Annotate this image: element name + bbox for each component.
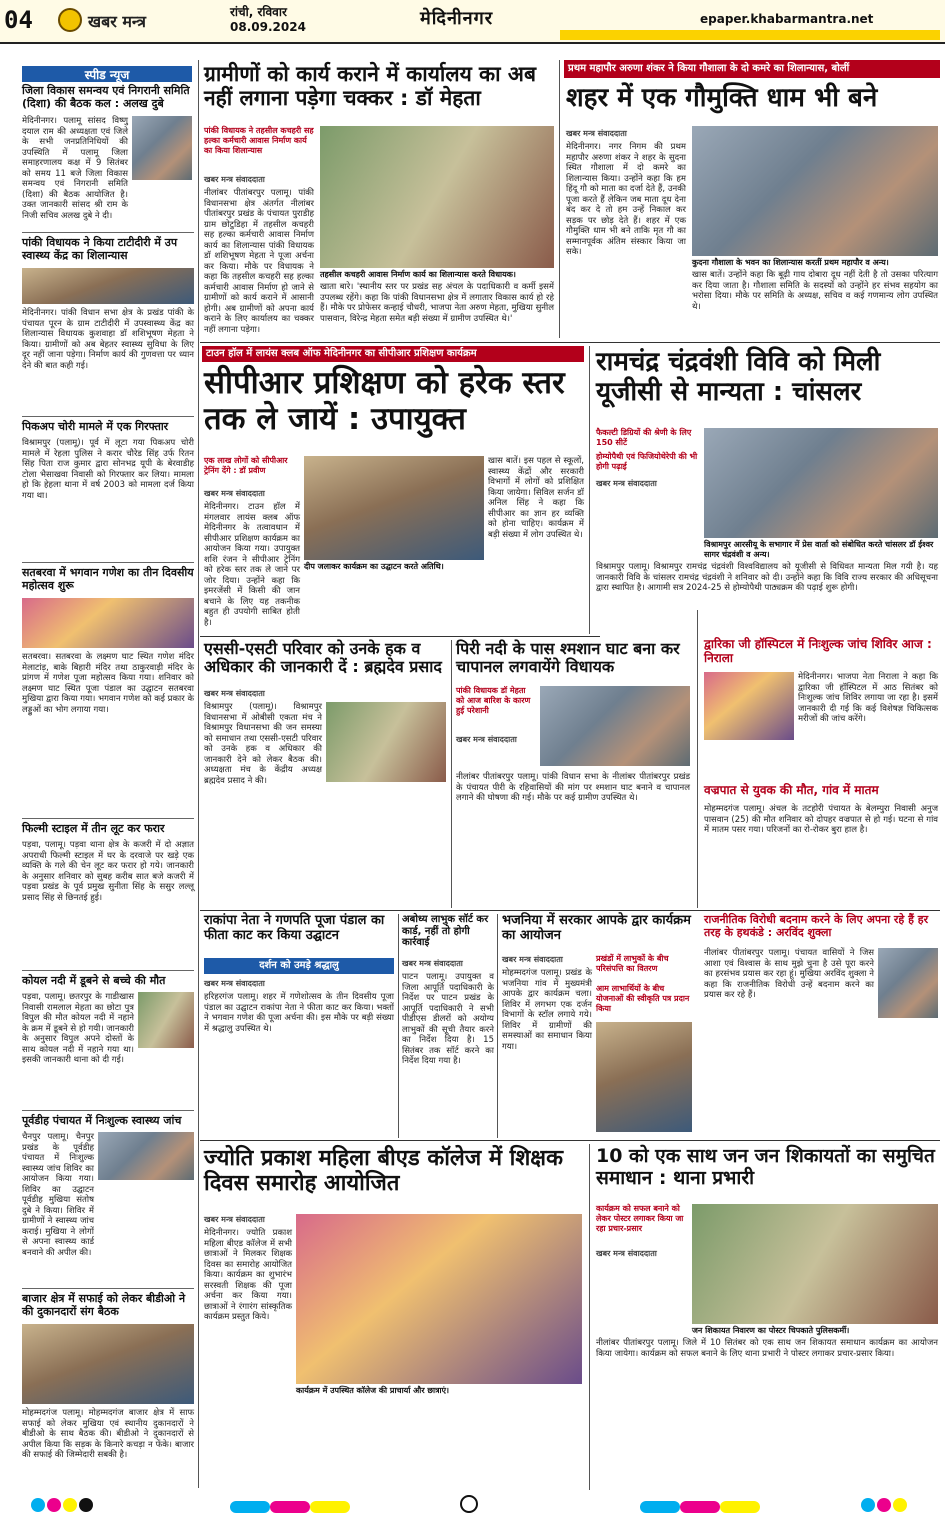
news-photo bbox=[596, 1022, 692, 1132]
sidebar-item-head[interactable]: पूर्वडीह पंचायत में निःशुल्क स्वास्थ्य जांच bbox=[22, 1114, 182, 1127]
byline: खबर मन्त्र संवाददाता bbox=[456, 735, 517, 744]
story-bed-college bbox=[200, 1142, 586, 1490]
story-body: मोहम्मदगंज पलामू। प्रखंड के भजनिया गांव में मुख्यमंत्री आपके द्वार कार्यक्रम चला। शिविर में लगभग एक दर्जन विभागों के स्टॉल लगाये गये। शिविर में ग्रामीणों की समस्याओं का समाधान किया गया। bbox=[502, 968, 592, 1052]
divider bbox=[22, 416, 194, 417]
story-headline[interactable]: रामचंद्र चंद्रवंशी विवि को मिली यूजीसी से मान्यता : चांसलर bbox=[596, 347, 881, 407]
divider bbox=[22, 970, 194, 971]
story-kicker: टाउन हॉल में लायंस क्लब ऑफ मेदिनीनगर का सीपीआर प्रशिक्षण कार्यक्रम bbox=[202, 346, 584, 362]
news-photo bbox=[540, 686, 690, 766]
story-body: मेदिनीनगर। ज्योति प्रकाश महिला बीएड कॉलेज में सभी छात्राओं ने मिलकर शिक्षक दिवस का समारोह आयोजित किया। कार्यक्रम का शुभारंभ सरस्वती शिक्षक की पूजा अर्चना कर किया गया। छात्राओं ने रंगारंग सांस्कृतिक कार्यक्रम प्रस्तुत किये। bbox=[204, 1228, 292, 1322]
sidebar-item-body: मेदिनीनगर। पांकी विधान सभा क्षेत्र के प्रखंड पांकी के पंचायत पूरन के ग्राम टाटीदीरी में उपस्वास्थ्य केंद्र का शिलान्यास विधायक कुशवाहा डॉ शशिभूषण मेहता ने किया। ग्रामीणों को अब बेहतर स्वास्थ्य सुविधा के लिए दूर नहीं जाना पड़ेगा। निर्माण कार्य की गुणवत्ता पर ध्यान देने की बात कही गई। bbox=[22, 308, 194, 371]
story-body: नीलांबर पीतांबरपुर पलामू। पांकी विधान सभा के नीलांबर पीतांबरपुर प्रखंड के पंचायत पीरी के रहिवासियों की मांग पर श्मशान घाट बनाने व चापानल लगाने की घोषणा की गई। मौके पर कई ग्रामीण उपस्थित थे। bbox=[456, 772, 690, 803]
story-headline[interactable]: द्वारिका जी हॉस्पिटल में निःशुल्क जांच शिविर आज : निराला bbox=[704, 637, 932, 665]
story-bullet: पांकी विधायक डॉ मेहता को आज बारिश के कारण हुई परेशानी bbox=[456, 686, 531, 715]
byline: खबर मन्त्र संवाददाता bbox=[204, 175, 265, 184]
sidebar-item-head[interactable]: जिला विकास समन्वय एवं निगरानी समिति (दिशा) की बैठक कल : अलख दुबे bbox=[22, 84, 190, 110]
story-headline[interactable]: राकांपा नेता ने गणपति पूजा पंडाल का फीता काट कर किया उद्घाटन bbox=[204, 913, 385, 943]
story-body-continued: खास बातें। इस पहल से स्कूलों, स्वास्थ्य केंद्रों और सरकारी विभागों में लोगों को प्रशिक्षित किया जायेगा। सिविल सर्जन डॉ अनिल सिंह ने कहा कि सीपीआर का ज्ञान हर व्यक्ति को होना चाहिए। कार्यक्रम में बड़ी संख्या में लोग उपस्थित थे। bbox=[488, 456, 584, 540]
story-body: नीलांबर पीतांबरपुर पलामू। जिले में 10 सितंबर को एक साथ जन शिकायत समाधान कार्यक्रम का आयोजन किया जायेगा। कार्यक्रम को सफल बनाने के लिए थाना प्रभारी ने पोस्टर लगाकर प्रचार-प्रसार किया। bbox=[596, 1338, 938, 1359]
sidebar-item-body: विश्रामपुर (पलामू)। पूर्व में लूटा गया पिकअप चोरी मामले में रेहला पुलिस ने करार चौरेड सिंह उर्फ रितन सिंह पिता राज कुमार द्वारा सोनभद्र यूपी के बेरवाडीह टोला भैसाखवा निवासी को गिरफ्तार कर लिया। मामला हो कि हेहला थाना में वर्ष 2003 को मामला दर्ज किया गया था। bbox=[22, 438, 194, 501]
speed-news-label: स्पीड न्यूज bbox=[22, 66, 192, 82]
story-body: मेदिनीनगर। भाजपा नेता निराला ने कहा कि द्वारिका जी हॉस्पिटल में आठ सितंबर को निःशुल्क जांच शिविर लगाया जा रहा है। इसमें जानकारी दी गई कि कई विशेषज्ञ चिकित्सक मरीजों की जांच करेंगे। bbox=[798, 672, 938, 724]
page-number: 04 bbox=[4, 6, 33, 34]
news-photo bbox=[704, 428, 938, 538]
column-rule bbox=[497, 914, 498, 1138]
registration-bars bbox=[230, 1498, 350, 1517]
column-rule bbox=[198, 60, 199, 1488]
speed-news-column bbox=[0, 58, 196, 1488]
story-bullet: फैकल्टी डिग्रियों की श्रेणी के लिए 150 सीटें bbox=[596, 428, 692, 447]
byline: खबर मन्त्र संवाददाता bbox=[596, 1249, 657, 1258]
story-tag: दर्शन को उमड़े श्रद्धालु bbox=[204, 958, 394, 974]
story-headline[interactable]: वज्रपात से युवक की मौत, गांव में मातम bbox=[704, 783, 879, 797]
sidebar-item-body: चैनपुर पलामू। चैनपुर प्रखंड के पूर्वडीह पंचायत में निःशुल्क स्वास्थ्य जांच शिविर का आयोजन किया गया। शिविर का उद्घाटन पूर्वडीह मुखिया संतोष दुबे ने किया। शिविर में ग्रामीणों ने स्वास्थ्य जांच कराई। मुखिया ने लोगों से अपना स्वास्थ्य कार्ड बनवाने की अपील की। bbox=[22, 1132, 94, 1258]
story-sarkar-aapke-dwar bbox=[500, 912, 694, 1138]
brand-name: खबर मन्त्र bbox=[88, 12, 146, 31]
story-kicker: प्रथम महापौर अरुणा शंकर ने किया गौशाला के दो कमरे का शिलान्यास, बोलीं bbox=[564, 60, 940, 78]
sidebar-item-body: पड़वा, पलामू। पड़वा थाना क्षेत्र के कजरी में दो अज्ञात अपराधी फिल्मी स्टाइल में घर के दरवाजे पर खड़े एक व्यक्ति के गले की चेन लूट कर फरार हो गये। जानकारी के अनुसार शनिवार को सुबह करीब सात बजे कजरी में पड़वा प्रखंड के पूर्व प्रमुख सुनीता सिंह के ससुर लल्लू प्रसाद सिंह से छिनतई हुई। bbox=[22, 840, 194, 903]
column-rule bbox=[398, 914, 399, 1138]
photo-caption: जन शिकायत निवारण का पोस्टर चिपकाते पुलिसकर्मी। bbox=[692, 1326, 938, 1336]
divider bbox=[22, 562, 194, 563]
news-photo bbox=[692, 126, 938, 256]
story-sc-st-rights bbox=[200, 638, 450, 908]
story-headline[interactable]: ग्रामीणों को कार्य कराने में कार्यालय का अब नहीं लगाना पड़ेगा चक्कर : डॉ मेहता bbox=[204, 62, 536, 111]
news-photo bbox=[98, 1132, 194, 1180]
story-headline[interactable]: ज्योति प्रकाश महिला बीएड कॉलेज में शिक्षक दिवस समारोह आयोजित bbox=[204, 1146, 563, 1197]
story-body: मेदिनीनगर। टाउन हॉल में मंगलवार लायंस क्लब ऑफ मेदिनीनगर के तत्वावधान में सीपीआर प्रशिक्षण कार्यक्रम का आयोजन किया गया। उपायुक्त शशि रंजन ने सीपीआर ट्रेनिंग को हरेक स्तर तक ले जाने पर जोर दिया। उन्होंने कहा कि इमरजेंसी में किसी की जान बचाने के लिए यह तकनीक बहुत ही उपयोगी साबित होती है। bbox=[204, 502, 300, 628]
story-body-continued: खाता बारे। 'स्थानीय स्तर पर प्रखंड सह अंचल के पदाधिकारी व कर्मी इसमें उपलब्ध रहेंगे। कहा कि पांकी विधानसभा क्षेत्र में लगातार विकास कार्य हो रहे हैं। मौके पर प्रोफेसर कन्हाई चौधरी, भाजपा नेता अरुण मेहता, मुखिया सुनील पासवान, विरेन्द्र मेहता समेत बड़ी संख्या में ग्रामीण उपस्थित थे।' bbox=[320, 282, 554, 324]
column-rule bbox=[589, 1144, 590, 1490]
sidebar-item-body: मोहम्मदगंज पलामू। मोहम्मदगंज बाजार क्षेत्र में साफ सफाई को लेकर मुखिया एवं स्थानीय दुकानदारों ने बीडीओ के साथ बैठक की। बीडीओ ने दुकानदारों से अपील किया कि सड़क के किनारे कचड़ा न फेंके। बाजार की सफाई की जिम्मेदारी सबकी है। bbox=[22, 1408, 194, 1460]
sidebar-item-body: मेदिनीनगर। पलामू सांसद विष्णु दयाल राम की अध्यक्षता एवं जिले के सभी जनप्रतिनिधियों की उपस्थिति में पलामू जिला समाहरणालय कक्ष में 9 सितंबर को समय 11 बजे जिला विकास समन्वय एवं निगरानी समिति (दिशा) की बैठक आयोजित है। उक्त जानकारी सांसद श्री राम के निजी सचिव अलख दुबे ने दी। bbox=[22, 116, 128, 221]
story-cpr-training bbox=[200, 344, 586, 634]
story-headline[interactable]: 10 को एक साथ जन जन शिकायतों का समुचित समाधान : थाना प्रभारी bbox=[596, 1145, 935, 1189]
masthead bbox=[0, 0, 945, 44]
photo-caption: विश्रामपुर आरसीयू के सभागार में प्रेस वार्ता को संबोधित करते चांसलर डॉ ईश्वर सागर चंद्रवंशी व अन्य। bbox=[704, 540, 938, 560]
edition-date-block bbox=[230, 5, 306, 35]
divider bbox=[200, 910, 940, 911]
news-photo bbox=[296, 1214, 582, 1384]
story-body: नीलांबर पीतांबरपुर पलामू। पंचायत वासियों ने जिस आशा एवं विश्वास के साथ मुझे चुना है उसे पूरा करने का हरसंभव प्रयास कर रहा हूं। मुखिया अरविंद शुक्ला ने कहा कि राजनीतिक विरोधी उन्हें बदनाम करने का प्रयास कर रहे हैं। bbox=[704, 948, 874, 1000]
story-body: विश्रामपुर पलामू। विश्रामपुर रामचंद्र चंद्रवंशी विश्वविद्यालय को यूजीसी से विधिवत मान्यता मिल गयी है। यह जानकारी विवि के चांसलर रामचंद्र चंद्रवंशी ने शनिवार को दी। उन्होंने कहा कि विवि राज्य सरकार की अधिसूचना द्वारा स्थापित है। आगामी सत्र 2024-25 से होम्योपैथी पाठ्यक्रम की पढ़ाई शुरू होगी। bbox=[596, 562, 938, 593]
registration-dots-left bbox=[30, 1497, 94, 1516]
story-headline[interactable]: सीपीआर प्रशिक्षण को हरेक स्तर तक ले जायें : उपायुक्त bbox=[204, 365, 565, 437]
story-body: मोहम्मदगंज पलामू। अंचल के तटहोरी पंचायत के बेलम्पुरा निवासी अनुज पासवान (25) की मौत शनिवार को दोपहर वज्रपात से हो गई। घटना से गांव में मातम पसर गया। परिजनों का रो-रोकर बुरा हाल है। bbox=[704, 804, 938, 835]
news-photo bbox=[320, 126, 554, 268]
story-body: नीलांबर पीतांबरपुर पलामू। पांकी विधानसभा क्षेत्र अंतर्गत नीलांबर पीतांबरपुर प्रखंड के पंचायत पुराडीह ग्राम छोटुडिहा में तहसील कचहरी सह हल्का कर्मचारी आवास निर्माण कार्य का शिलान्यास पांकी विधायक डॉ शशिभूषण मेहता ने पूजा अर्चना कर किया। मौके पर विधायक ने कहा कि तहसील कचहरी सह हल्का कर्मचारी आवास निर्माण हो जाने से ग्रामीणों को कार्य कराने में आसानी होगी। अब ग्रामीणों को अपना कार्य कराने के लिए कार्यालय का चक्कर नहीं लगाना पड़ेगा। bbox=[204, 188, 314, 335]
photo-caption: दीप जलाकर कार्यक्रम का उद्घाटन करते अतिथि। bbox=[304, 562, 484, 572]
divider bbox=[22, 818, 194, 819]
byline: खबर मन्त्र संवाददाता bbox=[204, 489, 265, 498]
header-stripe bbox=[560, 30, 940, 40]
byline: खबर मन्त्र संवाददाता bbox=[596, 479, 657, 488]
photo-caption: कार्यक्रम में उपस्थित कॉलेज की प्राचार्या और छात्राएं। bbox=[296, 1386, 582, 1396]
sidebar-item-head[interactable]: पिकअप चोरी मामले में एक गिरफ्तार bbox=[22, 420, 169, 433]
news-photo bbox=[22, 268, 194, 304]
story-body: हरिहरगंज पलामू। शहर में गणेशोत्सव के तीन दिवसीय पूजा पंडाल का उद्घाटन राकांपा नेता ने फीता काट कर किया। भक्तों ने भगवान गणेश की पूजा अर्चना की। इस मौके पर बड़ी संख्या में श्रद्धालु उपस्थित थे। bbox=[204, 992, 394, 1034]
story-dwarika-hospital bbox=[700, 636, 942, 780]
story-body: मेदिनीनगर। नगर निगम की प्रथम महापौर अरुणा शंकर ने शहर के सुदना स्थित गौशाला में दो कमरे का शिलान्यास किया। उन्होंने कहा कि हम हिंदू गौ को माता का दर्जा देते हैं, उनकी पूजा करते हैं लेकिन जब माता दूध देना बंद कर दे तो हम उन्हें निकाल कर सड़क पर छोड़ देते हैं। शहर में एक गौमुक्ति धाम भी बने ताकि मृत गौ का सम्मानपूर्वक अंतिम संस्कार किया जा सके। bbox=[566, 142, 686, 257]
column-rule bbox=[559, 60, 560, 338]
byline: खबर मन्त्र संवाददाता bbox=[566, 129, 627, 138]
story-shamshan-ghat bbox=[454, 638, 694, 908]
story-body: पाटन पलामू। उपायुक्त व जिला आपूर्ति पदाधिकारी के निर्देश पर पाटन प्रखंड के आपूर्ति पदाधिकारी ने सभी पीडीएस डीलरों को अयोग्य लाभुकों की सूची तैयार करने का निर्देश दिया है। 15 सितंबर तक सॉर्ट करने का निर्देश दिया गया है। bbox=[402, 972, 494, 1066]
story-bullet: पांकी विधायक ने तहसील कचहरी सह हल्का कर्मचारी आवास निर्माण कार्य का किया शिलान्यास bbox=[204, 126, 314, 155]
byline: खबर मन्त्र संवाददाता bbox=[402, 959, 463, 968]
news-photo bbox=[692, 1204, 938, 1324]
story-bullet: प्रखंडों में लाभुकों के बीच परिसंपत्ति का वितरण bbox=[596, 954, 669, 973]
edition-city-day: रांची, रविवार bbox=[230, 5, 287, 19]
story-headline[interactable]: शहर में एक गौमुक्ति धाम भी बने bbox=[566, 83, 878, 113]
sidebar-item-head[interactable]: पांकी विधायक ने किया टाटीदीरी में उप स्वास्थ्य केंद्र का शिलान्यास bbox=[22, 236, 178, 262]
sidebar-item-head[interactable]: सतबरवा में भगवान गणेश का तीन दिवसीय महोत्सव शुरू bbox=[22, 566, 194, 592]
news-photo bbox=[704, 672, 794, 740]
photo-caption: कुदना गौशाला के भवन का शिलान्यास करतीं प्रथम महापौर व अन्य। bbox=[692, 258, 938, 268]
byline: खबर मन्त्र संवाददाता bbox=[502, 955, 563, 964]
divider bbox=[22, 1288, 194, 1289]
story-ration-card bbox=[400, 912, 496, 1138]
news-photo bbox=[132, 116, 192, 180]
column-rule bbox=[697, 610, 698, 908]
story-body: विश्रामपुर (पलामू)। विश्रामपुर विधानसभा में ओबीसी एकता मंच ने विश्रामपुर विधानसभा की जन समस्या को समाधान तथा एससी-एसटी परिवार को उनके हक व अधिकार की जानकारी देने को लेकर बैठक की। अध्यक्षता मंच के केंद्रीय अध्यक्ष ब्रह्मदेव प्रसाद ने की। bbox=[204, 702, 322, 786]
section-title: मेदिनीनगर bbox=[420, 8, 494, 29]
divider bbox=[200, 1140, 940, 1141]
sidebar-item-head[interactable]: बाजार क्षेत्र में सफाई को लेकर बीडीओ ने की दुकानदारों संग बैठक bbox=[22, 1292, 186, 1318]
sidebar-item-body: सतबरवा। सतबरवा के लक्ष्मण घाट स्थित गणेश मंदिर मेलाटांड़, बाके बिहारी मंदिर तथा ठाकुरवाड़ी मंदिर के प्रांगण में गणेश पूजा महोत्सव किया गया। शनिवार को लक्ष्मण घाट स्थित पूजा पंडाल का उद्घाटन सतबरवा मुखिया द्वारा किया गया। भगवान गणेश को कई प्रकार के लड्डुओं का भोग लगाया गया। bbox=[22, 652, 194, 715]
sidebar-item-head[interactable]: कोयल नदी में डूबने से बच्चे की मौत bbox=[22, 974, 166, 987]
news-photo bbox=[138, 992, 194, 1048]
registration-dots-right bbox=[860, 1497, 908, 1516]
divider bbox=[200, 342, 940, 343]
byline: खबर मन्त्र संवाददाता bbox=[204, 979, 265, 988]
story-university-ugc bbox=[592, 344, 942, 634]
story-gaumukti-dham bbox=[562, 58, 942, 340]
story-headline[interactable]: भजनिया में सरकार आपके द्वार कार्यक्रम का आयोजन bbox=[502, 913, 691, 943]
news-photo bbox=[878, 948, 938, 1018]
story-headline[interactable]: एससी-एसटी परिवार को उनके हक व अधिकार की जानकारी दें : ब्रह्मदेव प्रसाद bbox=[204, 639, 442, 677]
edition-date: 08.09.2024 bbox=[230, 20, 306, 34]
story-bullet: कार्यक्रम को सफल बनाने को लेकर पोस्टर लगाकर किया जा रहा प्रचार-प्रसार bbox=[596, 1204, 684, 1233]
story-jan-shikayat bbox=[592, 1142, 942, 1490]
byline: खबर मन्त्र संवाददाता bbox=[204, 1215, 265, 1224]
brand-logo-icon bbox=[58, 8, 82, 32]
news-photo bbox=[22, 1324, 194, 1404]
divider bbox=[22, 232, 194, 233]
photo-caption: तहसील कचहरी आवास निर्माण कार्य का शिलान्यास करते विधायक। bbox=[320, 270, 554, 280]
sidebar-item-head[interactable]: फिल्मी स्टाइल में तीन लूट कर फरार bbox=[22, 822, 165, 835]
epaper-url[interactable]: epaper.khabarmantra.net bbox=[700, 12, 874, 26]
crosshair-icon bbox=[460, 1495, 478, 1513]
story-bullet: होम्योपैथी एवं फिजियोथेरेपी की भी होगी पढ़ाई bbox=[596, 452, 698, 471]
byline: खबर मन्त्र संवाददाता bbox=[204, 689, 265, 698]
divider bbox=[22, 1110, 194, 1111]
story-lightning-death bbox=[700, 782, 942, 904]
print-registration-bar bbox=[0, 1492, 945, 1517]
story-body-continued: खास बातें। उन्होंने कहा कि बूढ़ी गाय दोबारा दूध नहीं देती है तो उसका परित्याग कर दिया जाता है। गौशाला समिति के सदस्यों को उन्होंने हर संभव सहयोग का भरोसा दिया। मौके पर समिति के अध्यक्ष, सचिव व कई गणमान्य लोग उपस्थित थे। bbox=[692, 270, 938, 312]
story-bullet: एक लाख लोगों को सीपीआर ट्रेनिंग देंगे : डॉ प्रवीण bbox=[204, 456, 288, 475]
story-gramino-karya bbox=[200, 58, 558, 335]
story-headline[interactable]: अबोध्य लाभुक सॉर्ट कर कार्ड, नहीं तो होगी कार्रवाई bbox=[402, 914, 489, 948]
registration-bars-right bbox=[640, 1498, 760, 1517]
news-photo bbox=[304, 456, 484, 560]
divider bbox=[200, 636, 600, 637]
story-headline[interactable]: राजनीतिक विरोधी बदनाम करने के लिए अपना रहे हैं हर तरह के हथकंडे : अरविंद शुक्ला bbox=[704, 913, 929, 939]
story-arvind-shukla bbox=[700, 912, 942, 1138]
news-photo bbox=[326, 702, 446, 782]
story-bullet: आम लाभार्थियों के बीच योजनाओं की स्वीकृति पत्र प्रदान किया bbox=[596, 984, 690, 1013]
column-rule bbox=[451, 640, 452, 908]
sidebar-item-body: पड़वा, पलामू। छतरपुर के गाडीखास निवासी रामलाल मेहता का छोटा पुत्र विपुल की मौत कोयल नदी में नहाने के क्रम में डूबने से हो गयी। जानकारी के अनुसार विपुल अपने दोस्तों के साथ कोयल नदी में नहाने गया था। इसकी जानकारी थाना को दी गई। bbox=[22, 992, 134, 1065]
story-ganpati-pandal bbox=[200, 912, 396, 1138]
story-headline[interactable]: पिरी नदी के पास श्मशान घाट बना कर चापानल लगवायेंगे विधायक bbox=[456, 639, 680, 677]
news-photo bbox=[22, 598, 194, 648]
column-rule bbox=[589, 346, 590, 634]
